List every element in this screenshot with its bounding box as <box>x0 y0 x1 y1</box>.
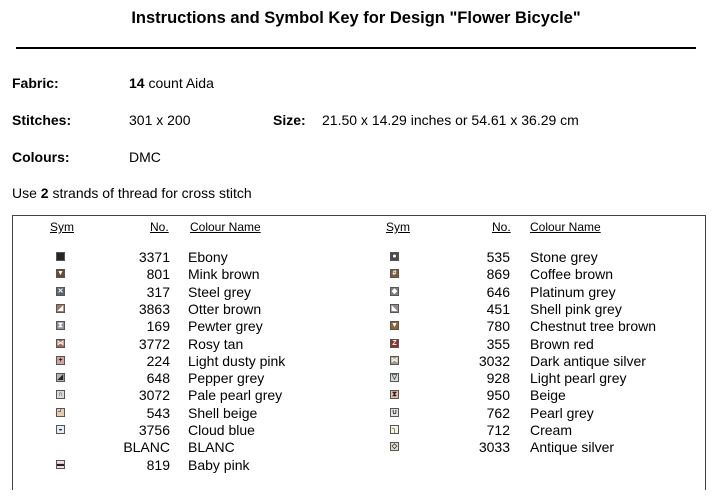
instruction-text <box>12 185 252 201</box>
header-name-right: Colour Name <box>530 220 601 234</box>
dmc-number: 451 <box>486 300 510 317</box>
header-name-left: Colour Name <box>190 220 261 234</box>
color-symbol-icon: # <box>390 269 399 278</box>
color-symbol-icon <box>56 252 65 261</box>
dmc-number: 648 <box>146 370 170 387</box>
fabric-label: Fabric: <box>12 75 59 91</box>
color-symbol-icon: ┐ <box>390 425 399 434</box>
dmc-number: 535 <box>486 249 510 265</box>
color-symbol-icon: ◢ <box>57 374 64 382</box>
header-sym-right: Sym <box>386 220 410 234</box>
colour-name: Pearl grey <box>530 404 594 421</box>
colour-name: BLANC <box>188 439 235 456</box>
colour-name: Cloud blue <box>188 422 255 438</box>
colour-name: Steel grey <box>188 283 252 300</box>
fabric-count: 14 <box>129 75 145 91</box>
dmc-number: 801 <box>146 266 170 283</box>
header-no-left: No. <box>150 220 169 234</box>
color-symbol-icon: ⧗ <box>56 321 65 330</box>
color-symbol-icon: ◣ <box>391 304 398 312</box>
strand-count: 2 <box>40 185 49 201</box>
dmc-number: 3072 <box>138 387 170 404</box>
stitches-label: Stitches: <box>12 112 72 128</box>
color-symbol-icon: + <box>56 356 65 365</box>
colour-name: Pale pearl grey <box>188 387 283 404</box>
stitches-value: 301 x 200 <box>129 112 191 128</box>
dmc-number: 928 <box>486 370 510 387</box>
colour-name: Light pearl grey <box>530 370 627 387</box>
color-symbol-icon: Z <box>390 339 399 348</box>
dmc-number: BLANC <box>123 439 170 456</box>
dmc-number: 869 <box>486 266 510 283</box>
dmc-number: 762 <box>486 404 510 421</box>
color-symbol-icon: ● <box>390 252 399 261</box>
colour-name: Coffee brown <box>530 266 614 283</box>
color-symbol-icon: ┘ <box>56 408 65 417</box>
dmc-number: 3033 <box>478 439 510 456</box>
dmc-number: 355 <box>486 335 510 352</box>
color-symbol-icon: ◒ <box>56 425 65 434</box>
colour-name: Antique silver <box>530 439 615 456</box>
instruction-pre: Use <box>12 185 41 201</box>
header-sym-left: Sym <box>50 220 74 234</box>
dmc-number: 3863 <box>138 300 170 317</box>
dmc-number: 543 <box>146 404 170 421</box>
colours-label: Colours: <box>12 149 70 165</box>
dmc-number: 780 <box>486 318 510 335</box>
page-title: Instructions and Symbol Key for Design "Flower Bicycle" <box>131 9 581 27</box>
dmc-number: 819 <box>146 456 170 473</box>
size-value: 21.50 x 14.29 inches or 54.61 x 36.29 cm <box>322 112 579 128</box>
color-symbol-icon: ▽ <box>391 374 398 382</box>
colour-name: Shell pink grey <box>530 300 622 317</box>
size-label: Size: <box>273 112 306 128</box>
color-symbol-icon: ▼ <box>57 270 64 278</box>
color-symbol-icon: ∩ <box>57 391 64 399</box>
dmc-number: 3756 <box>138 422 170 438</box>
dmc-number: 950 <box>486 387 510 404</box>
colour-name: Baby pink <box>188 456 250 473</box>
dmc-number: 646 <box>486 283 510 300</box>
colour-name: Cream <box>530 422 573 438</box>
colours-value: DMC <box>129 149 161 165</box>
color-symbol-icon: ⧗ <box>390 390 399 399</box>
colour-name: Dark antique silver <box>530 352 646 369</box>
colour-name: Platinum grey <box>530 283 616 300</box>
colour-name: Rosy tan <box>188 335 244 352</box>
colour-name: Beige <box>530 387 566 404</box>
instruction-post: strands of thread for cross stitch <box>48 185 252 201</box>
color-symbol-icon: ▼ <box>391 322 398 330</box>
dmc-number: 3371 <box>138 249 170 265</box>
dmc-number: 224 <box>146 352 170 369</box>
color-symbol-icon: ✕ <box>57 287 64 295</box>
colour-name: Pewter grey <box>188 318 263 335</box>
colour-name: Light dusty pink <box>188 352 286 369</box>
header-no-right: No. <box>492 220 511 234</box>
dmc-number: 3032 <box>478 352 510 369</box>
colour-name: Stone grey <box>530 249 598 265</box>
color-symbol-icon: ∪ <box>391 408 398 416</box>
colour-name: Shell beige <box>188 404 258 421</box>
colour-name: Chestnut tree brown <box>530 318 657 335</box>
color-symbol-icon: ◇ <box>391 443 398 451</box>
color-symbol-icon: ◢ <box>57 304 64 312</box>
colour-name: Ebony <box>188 249 228 265</box>
dmc-number: 712 <box>486 422 510 438</box>
fabric-type: count Aida <box>144 75 214 91</box>
colour-name: Brown red <box>530 335 594 352</box>
colour-name: Pepper grey <box>188 370 265 387</box>
colour-name: Otter brown <box>188 300 262 317</box>
color-symbol-icon: ⋈ <box>57 339 64 347</box>
fabric-value <box>129 75 214 91</box>
color-symbol-icon: ⋈ <box>391 356 398 364</box>
title-divider <box>16 47 696 49</box>
dmc-number: 169 <box>146 318 170 335</box>
color-symbol-icon: ▬ <box>57 460 64 468</box>
dmc-number: 3772 <box>138 335 170 352</box>
colour-name: Mink brown <box>188 266 260 283</box>
dmc-number: 317 <box>146 283 170 300</box>
color-symbol-icon: ◆ <box>391 287 398 295</box>
